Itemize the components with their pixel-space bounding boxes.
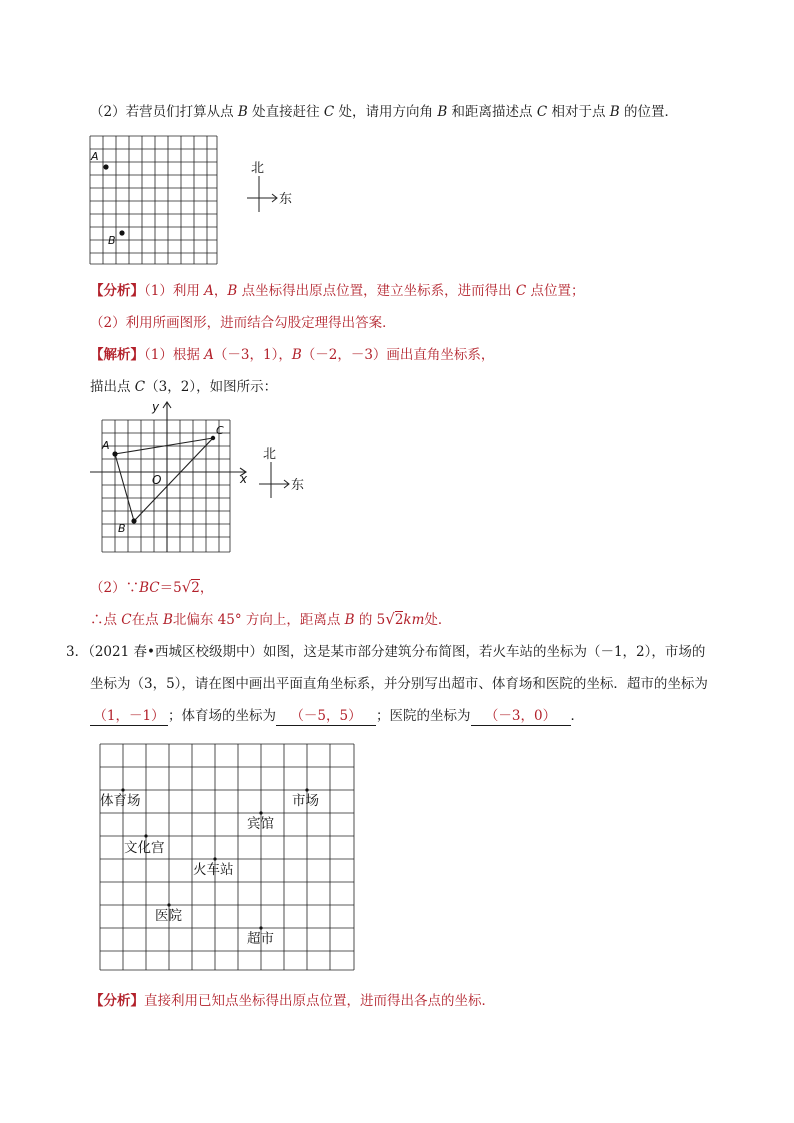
analysis-1-line-1: 【分析】（1）利用 A，B 点坐标得出原点位置，建立坐标系，进而得出 C 点位置； xyxy=(90,283,585,299)
x-axis-label: x xyxy=(240,472,248,486)
solution-2-line-2: ∴点 C在点 B北偏东 45° 方向上，距离点 B 的 5√2km处． xyxy=(90,610,452,628)
label-a: A xyxy=(102,439,110,452)
solution-1-line-1: 【解析】（1）根据 A（－3，1），B（－2，－3）画出直角坐标系， xyxy=(90,347,495,363)
grid-figure-1 xyxy=(80,130,220,270)
point-b xyxy=(131,518,136,523)
compass-2 xyxy=(255,444,315,504)
origin-label: O xyxy=(152,473,162,487)
hospital-dot xyxy=(167,903,170,906)
point-a xyxy=(112,451,117,456)
grid-figure-2 xyxy=(90,396,260,566)
label-b: B xyxy=(118,522,126,535)
city-map-grid xyxy=(95,738,365,978)
train-station-dot xyxy=(213,857,216,860)
supermarket-label: 超市 xyxy=(247,931,274,947)
answer-supermarket: （1，－1） xyxy=(90,707,168,726)
north-label: 北 xyxy=(263,447,277,462)
supermarket-dot xyxy=(259,926,262,929)
market-label: 市场 xyxy=(292,793,319,809)
point-a xyxy=(103,164,108,169)
analysis-3-line: 【分析】直接利用已知点坐标得出原点位置，进而得出各点的坐标． xyxy=(90,993,495,1009)
compass-1 xyxy=(243,158,303,218)
question-3-line-3: （1，－1） ；体育场的坐标为 （－5，5） ；医院的坐标为 （－3，0） ． xyxy=(90,707,584,726)
label-b: B xyxy=(108,234,116,247)
point-b xyxy=(119,230,124,235)
label-a: A xyxy=(91,150,99,163)
map-grid-lines xyxy=(100,744,354,970)
train-station-label: 火车站 xyxy=(193,862,234,878)
east-label: 东 xyxy=(279,192,293,207)
hotel-dot xyxy=(259,811,262,814)
hospital-label: 医院 xyxy=(155,908,182,924)
stadium-dot xyxy=(121,788,124,791)
triangle-abc xyxy=(115,438,213,521)
point-c xyxy=(211,436,215,440)
hotel-label: 宾馆 xyxy=(247,816,274,832)
culture-palace-dot xyxy=(144,834,147,837)
y-axis-label: y xyxy=(152,400,160,414)
solution-1-line-2: 描出点 C（3，2），如图所示： xyxy=(90,379,278,395)
solution-2-line-1: （2）∵BC＝5√2， xyxy=(90,578,214,596)
north-label: 北 xyxy=(251,161,265,176)
label-c: C xyxy=(216,424,224,437)
culture-palace-label: 文化宫 xyxy=(124,840,165,856)
answer-stadium: （－5，5） xyxy=(276,707,376,726)
east-label: 东 xyxy=(291,478,305,493)
stadium-label: 体育场 xyxy=(100,793,141,809)
analysis-1-line-2: （2）利用所画图形，进而结合勾股定理得出答案． xyxy=(90,315,396,331)
answer-hospital: （－3，0） xyxy=(471,707,571,726)
market-dot xyxy=(305,788,308,791)
question-3-line-2: 坐标为（3，5），请在图中画出平面直角坐标系，并分别写出超市、体育场和医院的坐标．超市的坐标为 xyxy=(90,676,708,692)
question-3-line-1: 3．（2021 春•西城区校级期中）如图，这是某市部分建筑分布简图，若火车站的坐标为（－1，2），市场的 xyxy=(66,644,706,660)
question-2-text: （2）若营员们打算从点 B 处直接赶往 C 处，请用方向角 B 和距离描述点 C 相对于点 B 的位置． xyxy=(90,104,679,120)
